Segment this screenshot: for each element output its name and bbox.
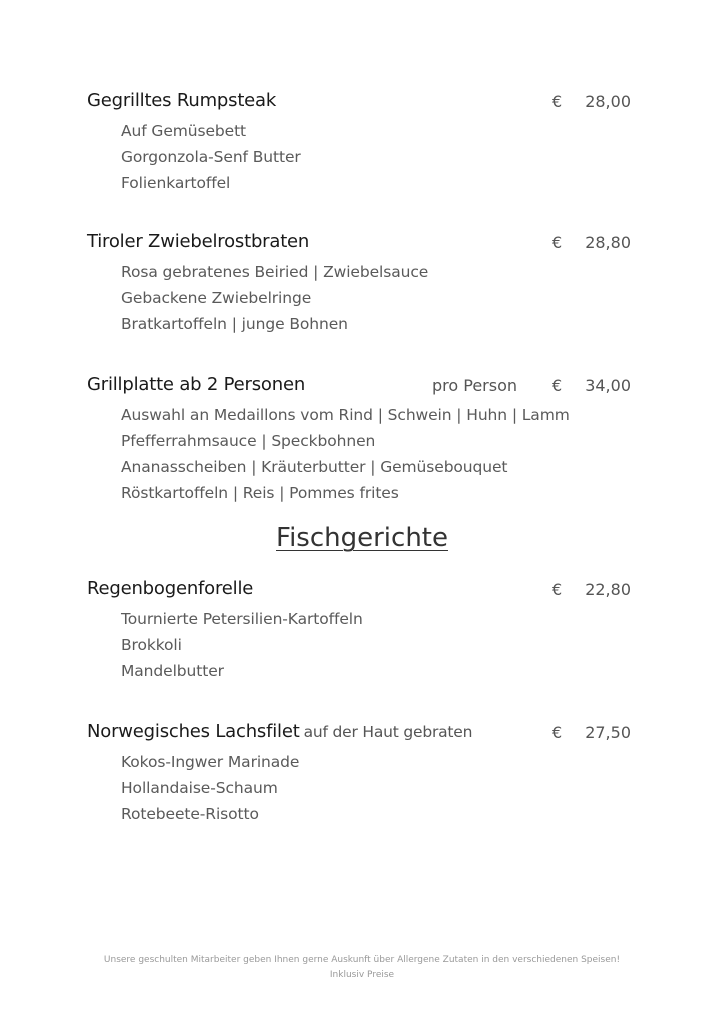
dish-detail: Röstkartoffeln | Reis | Pommes frites <box>121 484 399 502</box>
dish-detail: Pfefferrahmsauce | Speckbohnen <box>121 432 376 450</box>
menu-item-header <box>87 374 647 402</box>
currency-symbol: € <box>552 376 563 395</box>
dish-details <box>87 118 647 196</box>
currency-symbol: € <box>552 92 563 111</box>
dish-detail: Ananasscheiben | Kräuterbutter | Gemüsebouquet <box>121 458 508 476</box>
dish-details <box>87 402 647 506</box>
dish-detail: Rotebeete-Risotto <box>121 805 259 823</box>
dish-details <box>87 606 647 684</box>
dish-title: Regenbogenforelle <box>87 578 254 599</box>
menu-item-header <box>87 721 647 749</box>
dish-title: Tiroler Zwiebelrostbraten <box>87 231 310 252</box>
dish-detail: Tournierte Petersilien-Kartoffeln <box>121 610 363 628</box>
allergen-notice: Unsere geschulten Mitarbeiter geben Ihnen gerne Auskunft über Allergene Zutaten in den verschiedenen Speisen! <box>103 955 621 965</box>
currency-symbol: € <box>552 723 563 742</box>
dish-detail: Rosa gebratenes Beiried | Zwiebelsauce <box>121 263 429 281</box>
dish-detail: Auswahl an Medaillons vom Rind | Schwein | Huhn | Lamm <box>121 406 570 424</box>
price-notice: Inklusiv Preise <box>329 970 395 980</box>
dish-details <box>87 259 647 337</box>
dish-detail: Folienkartoffel <box>121 174 231 192</box>
currency-symbol: € <box>552 580 563 599</box>
section-heading-fish <box>0 523 724 553</box>
menu-item-zwiebelrostbraten <box>87 231 647 337</box>
menu-item-header <box>87 231 647 259</box>
dish-price: 27,50 <box>585 723 631 742</box>
dish-title: Gegrilltes Rumpsteak <box>87 90 277 111</box>
dish-title-wrapper <box>87 721 472 742</box>
dish-details <box>87 749 647 827</box>
menu-item-grillplatte <box>87 374 647 506</box>
dish-price: 28,80 <box>585 233 631 252</box>
dish-detail: Mandelbutter <box>121 662 224 680</box>
dish-title: Norwegisches Lachsfilet <box>87 721 300 742</box>
menu-item-header <box>87 90 647 118</box>
dish-detail: Gebackene Zwiebelringe <box>121 289 312 307</box>
dish-detail: Bratkartoffeln | junge Bohnen <box>121 315 348 333</box>
currency-symbol: € <box>552 233 563 252</box>
menu-item-header <box>87 578 647 606</box>
dish-price: 34,00 <box>585 376 631 395</box>
dish-note: auf der Haut gebraten <box>303 723 473 741</box>
per-person-label: pro Person <box>432 376 518 395</box>
footer-note <box>0 953 724 983</box>
menu-item-lachsfilet <box>87 721 647 827</box>
dish-detail: Auf Gemüsebett <box>121 122 247 140</box>
dish-detail: Hollandaise-Schaum <box>121 779 278 797</box>
menu-item-forelle <box>87 578 647 684</box>
dish-detail: Gorgonzola-Senf Butter <box>121 148 301 166</box>
menu-item-rumpsteak <box>87 90 647 196</box>
dish-price: 28,00 <box>585 92 631 111</box>
dish-detail: Kokos-Ingwer Marinade <box>121 753 300 771</box>
dish-title: Grillplatte ab 2 Personen <box>87 374 306 395</box>
section-heading-text: Fischgerichte <box>276 523 448 553</box>
dish-detail: Brokkoli <box>121 636 182 654</box>
dish-price: 22,80 <box>585 580 631 599</box>
